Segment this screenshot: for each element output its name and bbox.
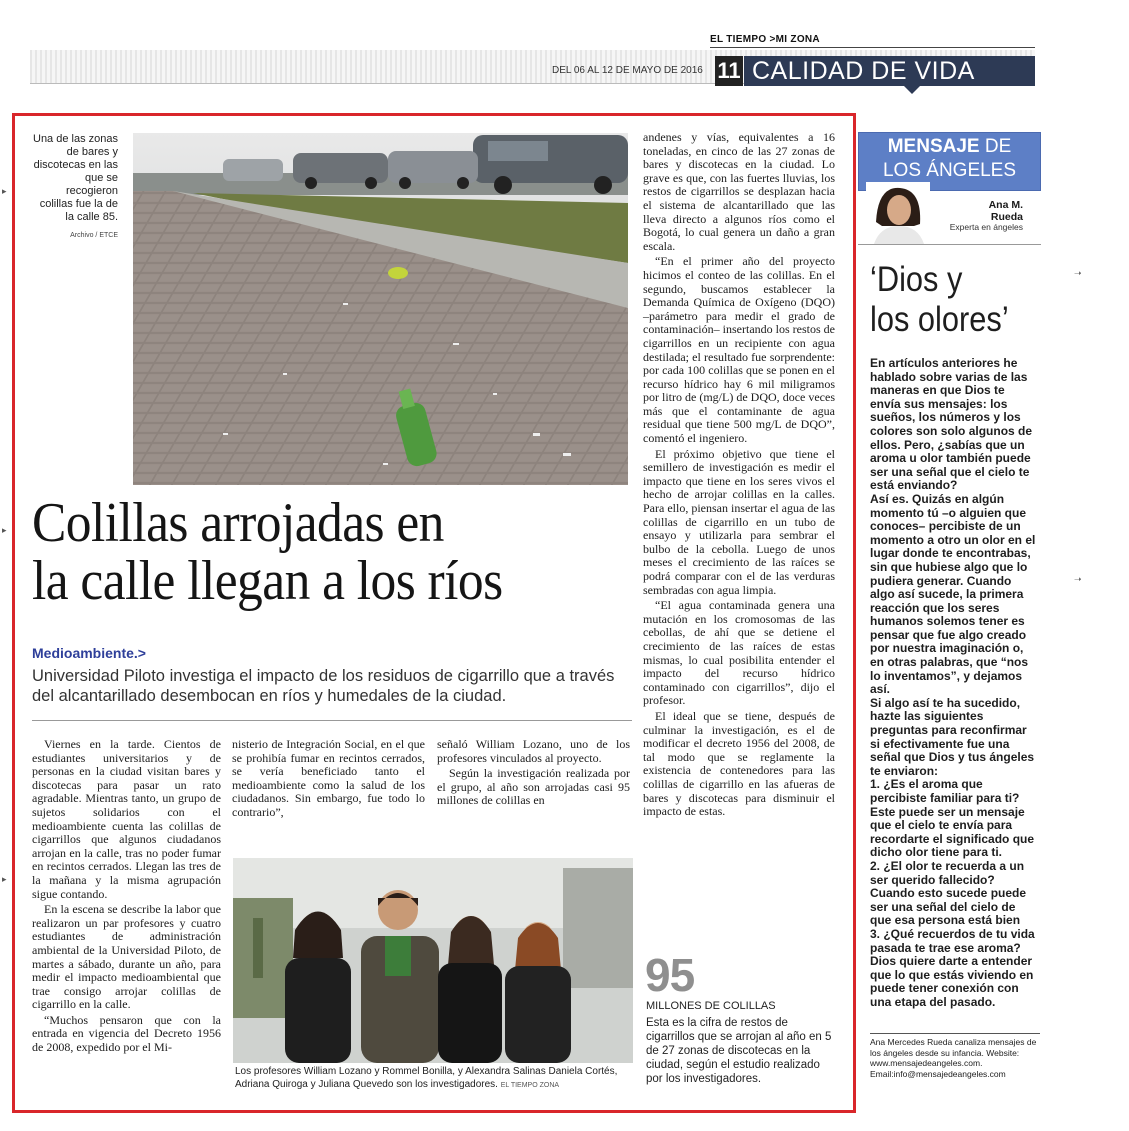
column-title-line: los olores’ bbox=[870, 300, 1009, 339]
photo-credit: EL TIEMPO ZONA bbox=[500, 1082, 560, 1089]
paragraph: “El agua contaminada genera una mutación en los cromosomas de las cebollas, de ahí que se detiene el crecimiento de las raíces de estas mismas, lo cual posibilita entender el impacto del recurso hídrico contaminado con cigarrillos”, dijo el profesor. bbox=[643, 598, 835, 708]
caption-text: Los profesores William Lozano y Rommel Bonilla, y Alexandra Salinas Daniela Cortés, Adriana Quiroga y Juliana Quevedo son los investigadores. bbox=[235, 1066, 618, 1090]
paragraph: señaló William Lozano, uno de los profesores vinculados al proyecto. bbox=[437, 737, 630, 765]
paragraph: Si algo así te ha sucedido, hazte las siguientes preguntas para reconfirmar si efectivamente fue una señal que Dios y tus ángeles te enviaron: bbox=[870, 695, 1035, 778]
article-column-1 bbox=[32, 738, 221, 1057]
paragraph: Según la investigación realizada por el grupo, al año son arrojadas casi 95 millones de colillas en bbox=[437, 766, 630, 808]
paragraph: andenes y vías, equivalentes a 16 toneladas, en cinco de las 27 zonas de bares y discotecas en la ciudad. Lo grave es que, con las fuertes lluvias, los restos de cigarrillos se desplazan hacia el sistema de alcantarillado que las lleva directo a algunos ríos como el Bogotá, lo cual genera un daño a gran escala. bbox=[643, 130, 835, 253]
column-end-rule bbox=[870, 1033, 1040, 1034]
column-rule bbox=[858, 244, 1041, 245]
article-kicker: Medioambiente.> bbox=[32, 645, 146, 661]
paragraph: El próximo objetivo que tiene el semillero de investigación es medir el impacto que tiene en los seres vivos el hecho de arrojar colillas en la calles. Para ello, piensan insertar el agua de las colillas de cigarrillo en un tubo de ensayo y utilizarla para sembrar el bulbo de la cebolla. Luego de unos meses el crecimiento de las raíces se podrá comparar con el de las verduras sembradas con agua limpia. bbox=[643, 446, 835, 597]
paragraph: nisterio de Integración Social, en el que se prohibía fumar en recintos cerrados, se vería beneficiado tanto el medioambiente como la salud de los ciudadanos. Sin embargo, fue todo lo contrario”, bbox=[232, 737, 425, 819]
author-name bbox=[933, 199, 1023, 223]
article-headline bbox=[32, 494, 584, 610]
researchers-photo-illustration bbox=[233, 858, 633, 1063]
margin-mark: ▸ bbox=[2, 874, 7, 884]
stat-label: MILLONES DE COLILLAS bbox=[646, 1000, 776, 1012]
author-portrait bbox=[866, 182, 930, 244]
page-number: 11 bbox=[715, 56, 743, 86]
paragraph: “En el primer año del proyecto hicimos el conteo de las colillas. En el segundo, buscamos establecer la Demanda Química de Oxígeno (DQO) –parámetro para medir el grado de contaminación– insertando los restos de cigarrillos en un recipiente con agua destilada; el resultado fue sorprendente: por cada 100 colillas que se ponen en el recurso hídrico hay 6 mil miligramos por litro de (mg/L) de DQO, doce veces más que el contaminante de agua residual que tiene 500 mg/L de DQO”, comentó el ingeniero. bbox=[643, 254, 835, 446]
paragraph: 3. ¿Qué recuerdos de tu vida pasada te trae ese aroma? Dios quiere darte a entender que lo que estás viviendo en puede tener conexión con una etapa del pasado. bbox=[870, 926, 1035, 1009]
margin-mark: ▸ bbox=[2, 186, 7, 196]
author-avatar bbox=[866, 182, 930, 244]
article-column-4 bbox=[643, 131, 835, 821]
street-photo-illustration bbox=[133, 133, 628, 485]
margin-mark: ▸ bbox=[2, 525, 7, 535]
author-email: Email:info@mensajedeangeles.com bbox=[870, 1068, 1006, 1079]
brand-label: EL TIEMPO >MI ZONA bbox=[710, 34, 820, 45]
column-kicker-thin: DE bbox=[984, 136, 1012, 157]
paragraph: Viernes en la tarde. Cientos de estudiantes universitarios y de personas en la ciudad visitan bares y discotecas para pasar un rato agradable. Mientras tanto, un grupo de sujetos solidarios con el medioambiente cuenta las colillas de cigarrillos que algunos ciudadanos arrojan en la calle, tras no poder fumar en recintos cerrados. Llegan las tres de la mañana y la misma agrupación sigue contando. bbox=[32, 737, 221, 901]
stat-number: 95 bbox=[645, 949, 695, 1001]
headline-line: la calle llegan a los ríos bbox=[32, 550, 503, 612]
column-title bbox=[870, 260, 1020, 340]
article-deck: Universidad Piloto investiga el impacto de los residuos de cigarrillo que a través del alcantarillado desembocan en ríos y humedales de la ciudad. bbox=[32, 667, 615, 705]
margin-mark: ➝ bbox=[1074, 574, 1082, 584]
section-title: CALIDAD DE VIDA bbox=[752, 57, 975, 85]
author-name-line: Ana M. bbox=[988, 199, 1023, 211]
paragraph: 1. ¿Es el aroma que percibiste familiar para ti? Este puede ser un mensaje que el cielo te envía para recordarte el significado que dicho olor tiene para ti. bbox=[870, 777, 1035, 860]
researchers-photo-caption bbox=[235, 1065, 630, 1092]
author-role: Experta en ángeles bbox=[949, 222, 1023, 232]
street-photo bbox=[133, 133, 628, 485]
paragraph: En la escena se describe la labor que realizaron un par profesores y cuatro estudiantes de administración ambiental de la Universidad Piloto, de martes a sábado, durante un año, para medir el impacto medioambiental que trae consigo arrojar colillas de cigarrillo en la calle. bbox=[32, 902, 221, 1012]
margin-mark: ➝ bbox=[1074, 268, 1082, 278]
column-body bbox=[870, 357, 1038, 1010]
column-kicker-bold: MENSAJE bbox=[887, 136, 980, 157]
street-photo-caption: Una de las zonas de bares y discotecas en las que se recogieron colillas fue la de la calle 85. bbox=[33, 133, 118, 223]
column-title-line: ‘Dios y bbox=[870, 260, 963, 299]
stat-description: Esta es la cifra de restos de cigarrillos que se arrojan al año en 5 de 27 zonas de discotecas en la ciudad, según el estudio realizado por los investigadores. bbox=[646, 1017, 832, 1085]
street-photo-credit: Archivo / ETCE bbox=[70, 232, 118, 239]
author-bio-text: Ana Mercedes Rueda canaliza mensajes de los ángeles desde su infancia. Website: www.mensajedeangeles.com. bbox=[870, 1037, 1037, 1068]
issue-date: DEL 06 AL 12 DE MAYO DE 2016 bbox=[552, 65, 703, 76]
column-kicker bbox=[858, 136, 1041, 158]
paragraph: “Muchos pensaron que con la entrada en vigencia del Decreto 1956 de 2008, expedido por el Mi- bbox=[32, 1012, 221, 1055]
headline-line: Colillas arrojadas en bbox=[32, 492, 444, 554]
paragraph: Así es. Quizás en algún momento tú –o alguien que conoces– percibiste de un momento a otro un olor en el lugar donde te encontrabas, sin que hubiese algo que lo pudiera generar. Cuando algo así sucede, la primera reacción que los seres humanos solemos tener es pensar que fue algo creado por nuestra imaginación o, en otras palabras, que “nos lo inventamos”, y dejamos así. bbox=[870, 491, 1036, 697]
brand-rule bbox=[710, 47, 1035, 48]
article-column-3 bbox=[437, 738, 630, 810]
paragraph: El ideal que se tiene, después de culminar la investigación, es el de modificar el decreto 1956 del 2008, de tal modo que se reglamente la existencia de contenedores para las colillas de cigarrillo en las afueras de bares y discotecas para disminuir el impacto de estas. bbox=[643, 708, 835, 819]
paragraph: En artículos anteriores he hablado sobre varias de las maneras en que Dios te envía sus mensajes: los sueños, los números y los colores son solo algunos de ellos. Pero, ¿sabías que un aroma u olor también puede ser una señal que el cielo te está enviando? bbox=[870, 356, 1033, 493]
article-column-2 bbox=[232, 738, 425, 822]
column-kicker-line2: LOS ÁNGELES bbox=[882, 160, 1017, 181]
deck-rule bbox=[32, 720, 632, 721]
author-name-line: Rueda bbox=[990, 211, 1023, 223]
author-bio bbox=[870, 1037, 1040, 1079]
paragraph: 2. ¿El olor te recuerda a un ser querido fallecido? Cuando esto sucede puede ser una señal del cielo de que esa persona está bien bbox=[870, 858, 1027, 928]
section-tab-notch bbox=[904, 86, 920, 94]
researchers-photo bbox=[233, 858, 633, 1063]
